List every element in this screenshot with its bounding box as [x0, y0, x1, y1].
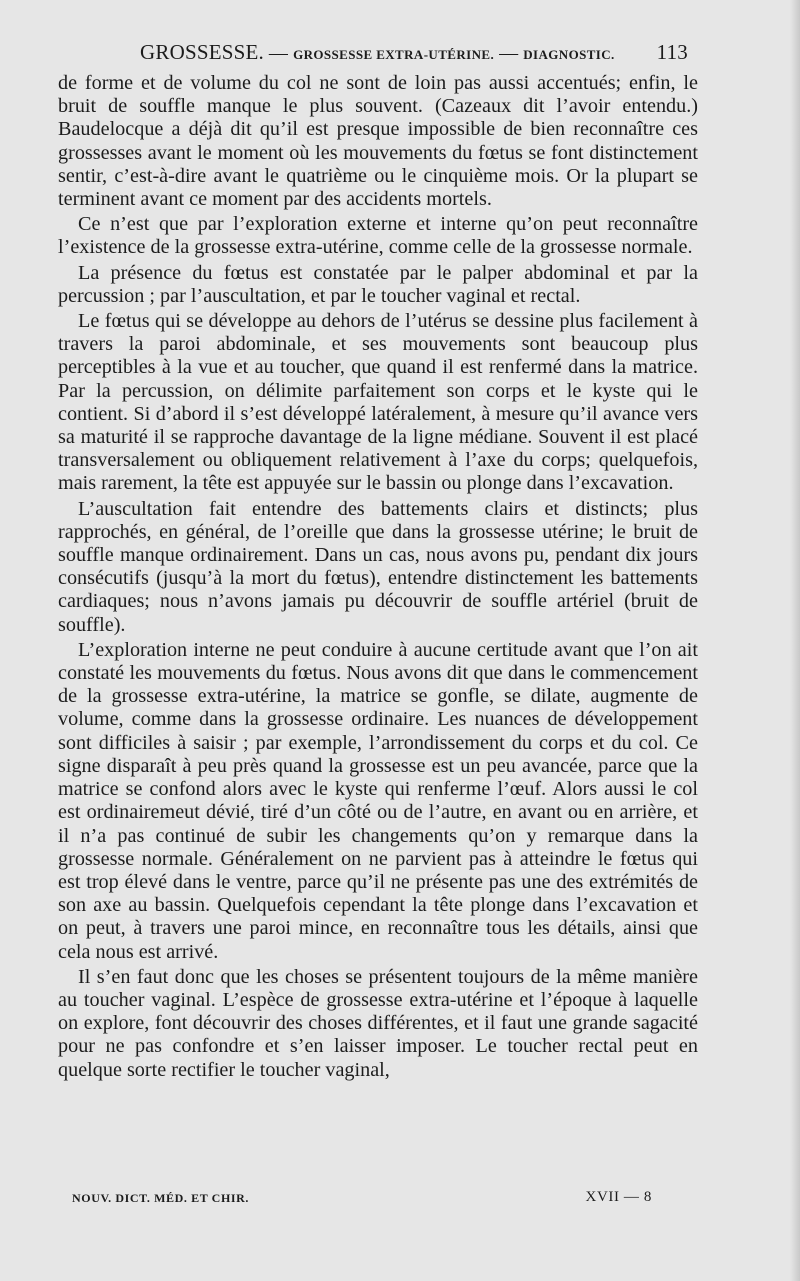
footer-signature-mark: XVII — 8: [585, 1189, 652, 1205]
paragraph: L’auscultation fait entendre des battements clairs et distincts; plus rapprochés, en général, de l’oreille que dans la grossesse utérine; le bruit de souffle manque ordinairement. Dans un cas, nous avons pu, pendant dix jours consécutifs (jusqu’à la mort du fœtus), entendre distinctement les battements cardiaques; nous n’avons jamais pu découvrir de souffle artériel (bruit de souffle).: [58, 497, 698, 636]
footer-dictionary: NOUV. DICT. MÉD. ET CHIR.: [72, 1191, 250, 1205]
header-title: GROSSESSE.: [140, 40, 264, 64]
page-number: 113: [656, 40, 688, 64]
signature-footer: [72, 1191, 652, 1211]
header-dash: —: [499, 43, 519, 64]
paragraph: La présence du fœtus est constatée par le palper abdominal et par la percussion ; par l’auscultation, et par le toucher vaginal et rectal.: [58, 261, 698, 307]
paragraph: Ce n’est que par l’exploration externe et interne qu’on peut reconnaître l’existence de la grossesse extra-utérine, comme celle de la grossesse normale.: [58, 213, 698, 259]
paragraph: L’exploration interne ne peut conduire à aucune certitude avant que l’on ait constaté les mouvements du fœtus. Nous avons dit que dans le commencement de la grossesse extra-utérine, la matrice se gonfle, se dilate, augmente de volume, comme dans la grossesse ordinaire. Les nuances de développement sont difficiles à saisir ; par exemple, l’arrondissement du corps et du col. Ce signe disparaît à peu près quand la grossesse est un peu avancée, parce que la matrice se confond alors avec le kyste qui renferme l’œuf. Alors aussi le col est ordinairemeut dévié, tiré d’un côté ou de l’autre, en avant ou en arrière, et il n’a pas continué de subir les changements qu’on y remarque dans la grossesse normale. Généralement on ne parvient pas à atteindre le fœtus qui est trop élevé dans le ventre, parce qu’il ne présente pas une des extrémités de son axe au bassin. Quelquefois cependant la tête plonge dans l’excavation et on peut, à travers une paroi mince, en reconnaître tous les détails, ainsi que cela nous est arrivé.: [58, 638, 698, 963]
page-body: [58, 72, 698, 1084]
header-section: DIAGNOSTIC.: [523, 47, 615, 62]
page-edge-shadow: [790, 0, 800, 1281]
running-title: [140, 40, 615, 65]
paragraph: Le fœtus qui se développe au dehors de l’utérus se dessine plus facilement à travers la paroi abdominale, et ses mouvements sont beaucoup plus perceptibles à la vue et au toucher, que quand il est renfermé dans la matrice. Par la percussion, on délimite parfaitement son corps et le kyste qui le contient. Si d’abord il s’est développé latéralement, à mesure qu’il avance vers sa maturité il se rapproche davantage de la ligne médiane. Souvent il est placé transversalement ou obliquement relativement à l’axe du corps; quelquefois, mais rarement, la tête est appuyée sur le bassin ou plonge dans l’excavation.: [58, 310, 698, 495]
running-header: [58, 38, 694, 68]
paragraph: Il s’en faut donc que les choses se présentent toujours de la même manière au toucher vaginal. L’espèce de grossesse extra-utérine et l’époque à laquelle on explore, font découvrir des choses différentes, et il faut une grande sagacité pour ne pas confondre et s’en laisser imposer. Le toucher rectal peut en quelque sorte rectifier le toucher vaginal,: [58, 965, 698, 1081]
header-subtitle: GROSSESSE EXTRA-UTÉRINE.: [293, 47, 495, 62]
header-dash: —: [268, 43, 289, 64]
paragraph: de forme et de volume du col ne sont de loin pas aussi accentués; enfin, le bruit de souffle manque le plus souvent. (Cazeaux dit l’avoir entendu.) Baudelocque a déjà dit qu’il est presque impossible de bien reconnaître ces grossesses avant le moment où les mouvements du fœtus se font distinctement sentir, c’est-à-dire avant le quatrième ou le cinquième mois. Or la plupart se terminent avant ce moment par des accidents mortels.: [58, 72, 698, 211]
